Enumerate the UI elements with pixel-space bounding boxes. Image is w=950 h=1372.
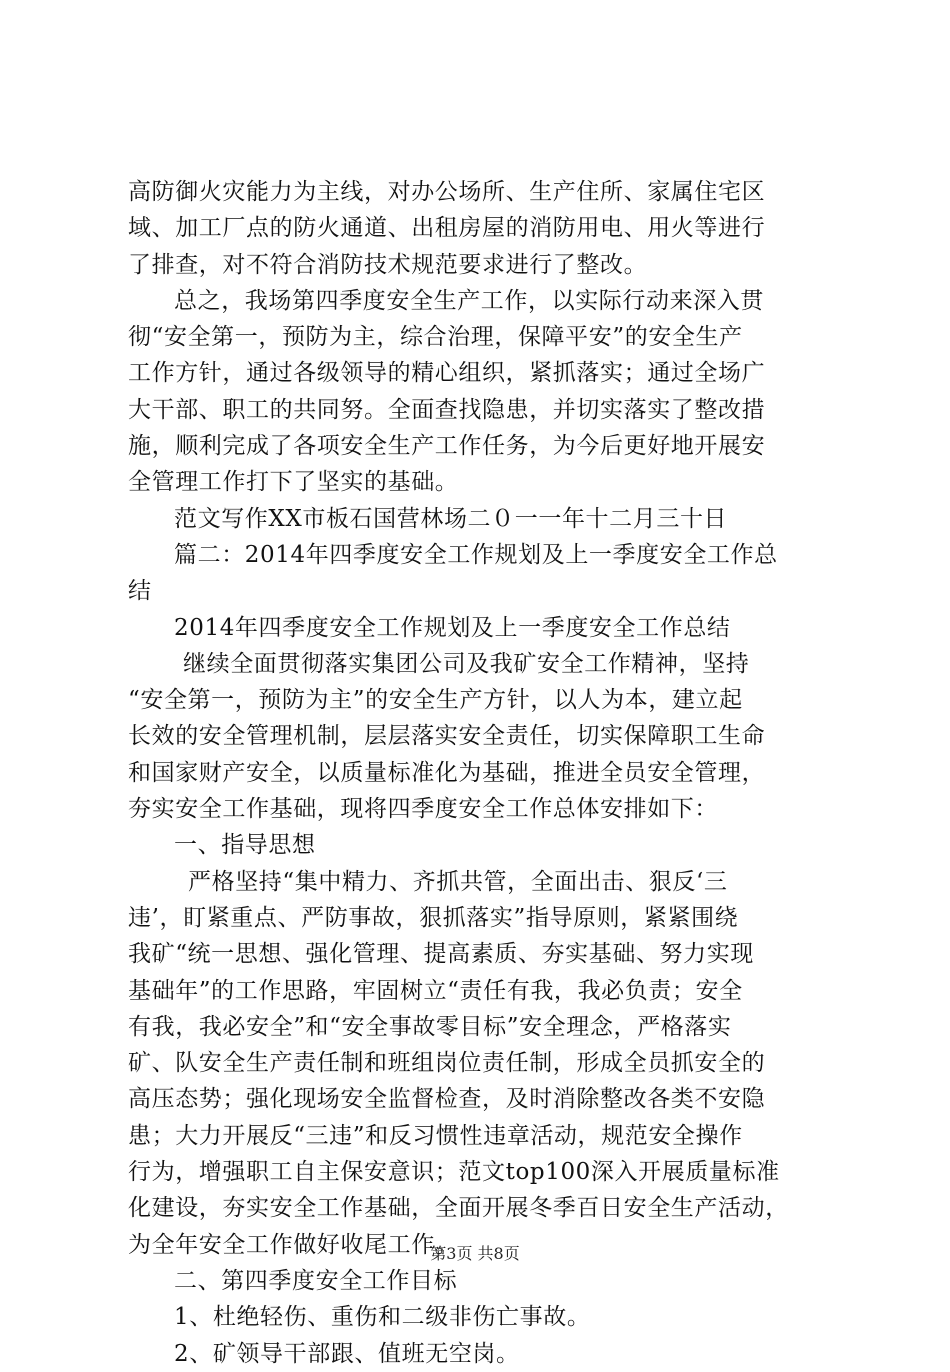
text-line: 行为，增强职工自主保安意识；范文top100深入开展质量标准 [128,1159,780,1186]
section-heading: 一、指导思想 [174,832,316,859]
text-line: 施，顺利完成了各项安全生产工作任务，为今后更好地开展安 [128,433,766,460]
text-line: 了排查，对不符合消防技术规范要求进行了整改。 [128,251,648,278]
paragraph-start-line: 继续全面贯彻落实集团公司及我矿安全工作精神，坚持 [183,650,750,677]
text-line: 基础年”的工作思路，牢固树立“责任有我，我必负责；安全 [128,977,743,1004]
section-heading-line: 篇二：2014年四季度安全工作规划及上一季度安全工作总 [174,541,778,568]
text-line: 和国家财产安全，以质量标准化为基础，推进全员安全管理， [128,759,766,786]
text-line: 高压态势；强化现场安全监督检查，及时消除整改各类不安隐 [128,1086,766,1113]
text-line: 长效的安全管理机制，层层落实安全责任，切实保障职工生命 [128,723,766,750]
text-line: 为全年安全工作做好收尾工作。 [128,1231,459,1258]
text-line: 化建设，夯实安全工作基础，全面开展冬季百日安全生产活动， [128,1195,789,1222]
text-line: 全管理工作打下了坚实的基础。 [128,469,459,496]
text-line: 矿、队安全生产责任制和班组岗位责任制，形成全员抓安全的 [128,1050,766,1077]
text-line: 我矿“统一思想、强化管理、提高素质、夯实基础、努力实现 [128,941,754,968]
document-body [128,174,848,1372]
section-heading-line: 结 [128,578,152,605]
section-heading: 二、第四季度安全工作目标 [174,1267,458,1294]
text-line: 有我，我必安全”和“安全事故零目标”安全理念，严格落实 [128,1013,732,1040]
text-line: “安全第一，预防为主”的安全生产方针，以人为本，建立起 [128,687,743,714]
article-title: 2014年四季度安全工作规划及上一季度安全工作总结 [174,614,731,641]
text-line: 违’，盯紧重点、严防事故，狠抓落实”指导原则，紧紧围绕 [128,904,739,931]
list-item: 1、杜绝轻伤、重伤和二级非伤亡事故。 [174,1304,591,1331]
paragraph-start-line: 总之，我场第四季度安全生产工作，以实际行动来深入贯 [174,287,764,314]
paragraph-start-line: 严格坚持“集中精力、齐抓共管，全面出击、狠反‘三 [188,868,728,895]
text-line: 高防御火灾能力为主线，对办公场所、生产住所、家属住宅区 [128,179,766,205]
text-line: 大干部、职工的共同努。全面查找隐患，并切实落实了整改措 [128,396,766,423]
text-line: 工作方针，通过各级领导的精心组织，紧抓落实；通过全场广 [128,360,766,387]
page-number: 第3页 共8页 [430,1244,520,1263]
text-line: 彻“安全第一，预防为主，综合治理，保障平安”的安全生产 [128,324,743,351]
text-line: 患；大力开展反“三违”和反习惯性违章活动，规范安全操作 [128,1122,743,1149]
text-line: 夯实安全工作基础，现将四季度安全工作总体安排如下： [128,796,718,823]
signature-line: 范文写作XX市板石国营林场二０一一年十二月三十日 [174,505,728,532]
list-item: 2、矿领导干部跟、值班无空岗。 [174,1340,520,1367]
text-line: 域、加工厂点的防火通道、出租房屋的消防用电、用火等进行 [128,215,766,242]
